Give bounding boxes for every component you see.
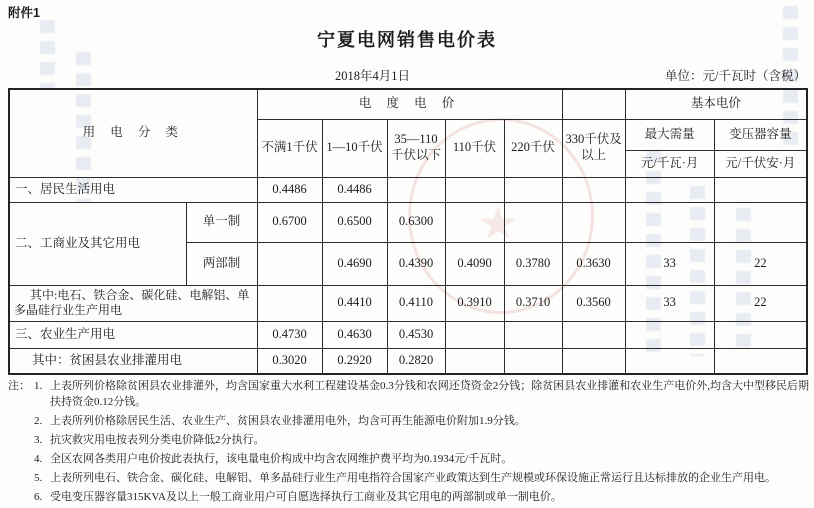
note-text: 全区农网各类用户电价按此表执行，该电量电价构成中均含农网维护费平均为0.1934元/千瓦时。: [50, 453, 513, 465]
note-text: 上表所列价格除贫困县农业排灌外，均含国家重大水利工程建设基金0.3分钱和农网还贷资金2分钱；除贫困县农业排灌和农业生产电价外,均含大中型移民后期扶持资金0.12分钱。: [50, 380, 809, 408]
price-cell: 33: [625, 285, 714, 321]
note-item: [34, 451, 810, 467]
price-cell: [625, 177, 714, 202]
effective-date: 2018年4月1日: [335, 69, 411, 83]
note-number: 5.: [34, 472, 43, 484]
notes-list: [34, 378, 810, 508]
price-cell: 0.2920: [322, 348, 387, 374]
price-cell: 0.3560: [562, 285, 625, 321]
price-cell: [562, 321, 625, 348]
note-item: [34, 413, 810, 429]
note-number: 3.: [34, 434, 43, 446]
price-cell: 0.3910: [445, 285, 504, 321]
footnotes: [8, 378, 810, 508]
header-transformer-capacity: 变压器容量: [714, 119, 807, 150]
price-table: [8, 88, 808, 375]
notes-prefix: 注：: [8, 380, 30, 392]
price-cell: [714, 321, 807, 348]
row-label: 一、居民生活用电: [9, 177, 257, 202]
note-number: 1.: [34, 380, 43, 392]
price-cell: [714, 202, 807, 242]
note-item: [34, 432, 810, 448]
table-row-industrial-single: [9, 202, 807, 242]
price-cell: 0.6500: [322, 202, 387, 242]
price-cell: 0.4390: [387, 242, 445, 285]
header-energy-price-group: 电 度 电 价: [257, 89, 562, 119]
row-label: 其中:电石、铁合金、碳化硅、电解铝、单多晶硅行业生产用电: [9, 285, 257, 321]
header-col-35-110kv: 35—110千伏以下: [387, 119, 445, 177]
page-title: 宁夏电网销售电价表: [317, 30, 497, 50]
row-sublabel: 单一制: [186, 202, 257, 242]
note-number: 2.: [34, 415, 43, 427]
header-max-demand-unit: 元/千瓦·月: [625, 150, 714, 177]
note-item: [34, 378, 810, 410]
meta-line: [8, 66, 806, 84]
price-cell: [445, 321, 504, 348]
header-col-1-10kv: 1—10千伏: [322, 119, 387, 177]
row-label: 三、农业生产用电: [9, 321, 257, 348]
price-cell: [445, 177, 504, 202]
price-cell: [257, 285, 322, 321]
header-transformer-unit: 元/千伏安·月: [714, 150, 807, 177]
price-cell: 0.6700: [257, 202, 322, 242]
note-item: [34, 470, 810, 486]
price-cell: 0.3780: [504, 242, 562, 285]
note-text: 受电变压器容量315KVA及以上一般工商业用户可自愿选择执行工商业及其它用电的两部制或单一制电价。: [50, 491, 562, 503]
price-cell: [714, 177, 807, 202]
price-cell: 0.4630: [322, 321, 387, 348]
price-cell: [445, 348, 504, 374]
header-row-groups: [9, 89, 807, 119]
price-cell: [504, 202, 562, 242]
row-label: 二、工商业及其它用电: [9, 202, 186, 285]
price-cell: 0.3710: [504, 285, 562, 321]
table-row-agricultural: [9, 321, 807, 348]
header-max-demand: 最大需量: [625, 119, 714, 150]
price-cell: [562, 202, 625, 242]
price-cell: 22: [714, 242, 807, 285]
row-label: 其中：贫困县农业排灌用电: [9, 348, 257, 374]
header-col-330kv-up: 330千伏及以上: [562, 119, 625, 177]
header-classification: 用 电 分 类: [9, 89, 257, 177]
header-basic-price-group: 基本电价: [625, 89, 807, 119]
header-col-220kv: 220千伏: [504, 119, 562, 177]
price-cell: 0.3020: [257, 348, 322, 374]
price-cell: [562, 177, 625, 202]
price-cell: 0.4090: [445, 242, 504, 285]
price-cell: 22: [714, 285, 807, 321]
note-text: 上表所列电石、铁合金、碳化硅、电解铝、单多晶硅行业生产用电指符合国家产业政策达到生产规模或环保设施正常运行且达标排放的企业生产用电。: [50, 472, 776, 484]
price-cell: [562, 348, 625, 374]
price-cell: 33: [625, 242, 714, 285]
row-sublabel: 两部制: [186, 242, 257, 285]
price-cell: [504, 348, 562, 374]
note-number: 4.: [34, 453, 43, 465]
price-cell: 0.3630: [562, 242, 625, 285]
note-text: 上表所列价格除居民生活、农业生产、贫困县农业排灌用电外，均含可再生能源电价附加1.9分钱。: [50, 415, 526, 427]
price-cell: 0.4530: [387, 321, 445, 348]
note-text: 抗灾救灾用电按表列分类电价降低2分执行。: [50, 434, 265, 446]
price-cell: [625, 321, 714, 348]
table-row-carbide-industries: [9, 285, 807, 321]
header-spacer-cell: [562, 89, 625, 119]
price-cell: [445, 202, 504, 242]
price-cell: 0.4486: [322, 177, 387, 202]
price-cell: 0.4410: [322, 285, 387, 321]
table-row-poor-county-irrigation: [9, 348, 807, 374]
price-cell: [387, 177, 445, 202]
note-number: 6.: [34, 491, 43, 503]
price-cell: 0.4730: [257, 321, 322, 348]
price-cell: 0.2820: [387, 348, 445, 374]
unit-label: 单位：元/千瓦时（含税）: [665, 69, 806, 83]
price-cell: [257, 242, 322, 285]
price-cell: [625, 348, 714, 374]
header-col-110kv: 110千伏: [445, 119, 504, 177]
price-cell: [714, 348, 807, 374]
price-cell: [504, 321, 562, 348]
attachment-label: 附件1: [8, 6, 40, 20]
price-cell: 0.6300: [387, 202, 445, 242]
price-cell: 0.4110: [387, 285, 445, 321]
price-cell: [625, 202, 714, 242]
table-row-residential: [9, 177, 807, 202]
note-item: [34, 489, 810, 505]
price-cell: [504, 177, 562, 202]
price-cell: 0.4690: [322, 242, 387, 285]
header-col-under1kv: 不满1千伏: [257, 119, 322, 177]
price-cell: 0.4486: [257, 177, 322, 202]
